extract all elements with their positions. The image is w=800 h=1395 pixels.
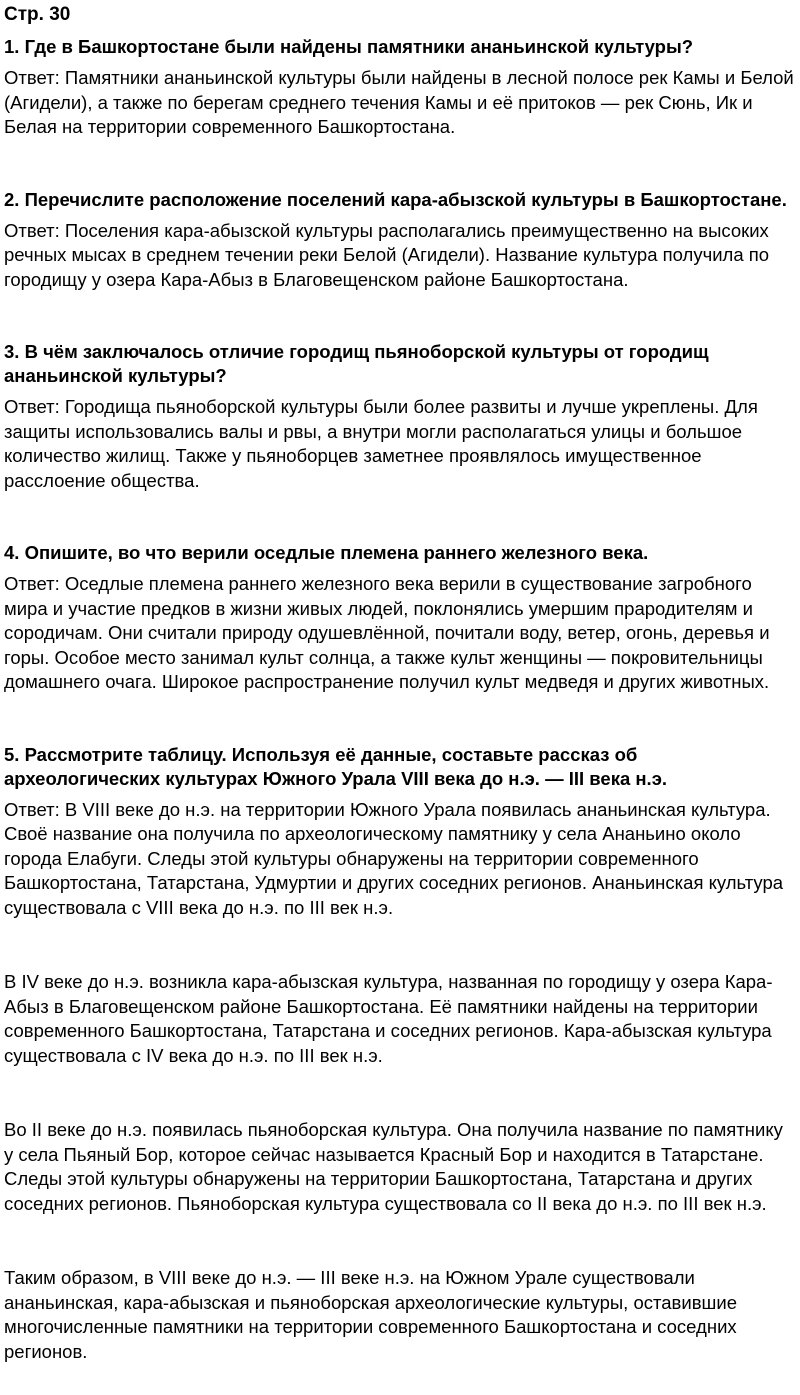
answer-text: Ответ: В VIII веке до н.э. на территории Южного Урала появилась ананьинская культура. Своё название она получила по археологическому памятнику у села Ананьино около города Елабуги. Следы этой культуры обнаружены на территории современного Башкортостана, Татарстана, Удмуртии и других соседних регионов. Ананьинская культура существовала с VIII века до н.э. по III век н.э. bbox=[4, 798, 784, 918]
answer-text: Ответ: Оседлые племена раннего железного века верили в существование загробного мира и участие предков в жизни живых людей, поклонялись умершим прародителям и сородичам. Они считали природу одушевлённой, почитали воду, ветер, огонь, деревья и горы. Особое место занимал культ солнца, а также культ женщины — покровительницы домашнего очага. Широкое распространение получил культ медведя и других животных. bbox=[4, 573, 770, 692]
spacer bbox=[4, 920, 796, 970]
question-block-5 bbox=[4, 743, 796, 921]
question-text: 3. В чём заключалось отличие городищ пьяноборской культуры от городищ ананьинской культуры? bbox=[4, 341, 709, 386]
page-number: Стр. 30 bbox=[4, 4, 71, 25]
answer-text: Ответ: Городища пьяноборской культуры были более развиты и лучше укреплены. Для защиты использовались валы и рвы, а внутри могли располагаться улицы и большое количество жилищ. Также у пьяноборцев заметнее проявлялось имущественное расслоение общества. bbox=[4, 396, 758, 491]
spacer bbox=[4, 1068, 796, 1118]
question-text: 5. Рассмотрите таблицу. Используя её данные, составьте рассказ об археологических культурах Южного Урала VIII века до н.э. — III века н.э. bbox=[4, 743, 668, 789]
answer-text: Ответ: Памятники ананьинской культуры были найдены в лесной полосе рек Камы и Белой (Агидели), а также по берегам среднего течения Камы и её притоков — рек Сюнь, Ик и Белая на территории современного Башкортостана. bbox=[4, 67, 794, 137]
spacer bbox=[4, 493, 796, 541]
document-page bbox=[4, 0, 796, 1364]
question-text: 1. Где в Башкортостане были найдены памятники ананьинской культуры? bbox=[4, 36, 694, 57]
question-text: 4. Опишите, во что верили оседлые племена раннего железного века. bbox=[4, 542, 649, 563]
question-block-2 bbox=[4, 188, 796, 293]
question-block-3 bbox=[4, 340, 796, 493]
question-block-4 bbox=[4, 541, 796, 695]
answer-paragraph-pyanobor: Во II веке до н.э. появилась пьяноборская культура. Она получила название по памятнику у села Пьяный Бор, которое сейчас называется Красный Бор и находится в Татарстане. Следы этой культуры обнаружены на территории Башкортостана, Татарстана и других соседних регионов. Пьяноборская культура существовала со II века до н.э. по III век н.э. bbox=[4, 1119, 783, 1214]
spacer bbox=[4, 695, 796, 743]
spacer bbox=[4, 1216, 796, 1266]
question-block-1 bbox=[4, 35, 796, 140]
answer-text: Ответ: Поселения кара-абызской культуры располагались преимущественно на высоких речных мысах в среднем течении реки Белой (Агидели). Название культура получила по городищу у озера Кара-Абыз в Благовещенском районе Башкортостана. bbox=[4, 219, 770, 290]
spacer bbox=[4, 292, 796, 340]
answer-paragraph-conclusion: Таким образом, в VIII веке до н.э. — III веке н.э. на Южном Урале существовали ананьинская, кара-абызская и пьяноборская археологические культуры, оставившие многочисленные памятники на территории современного Башкортостана и соседних регионов. bbox=[4, 1267, 737, 1362]
question-text: 2. Перечислите расположение поселений кара-абызской культуры в Башкортостане. bbox=[4, 188, 787, 210]
answer-paragraph-kara-abyz: В IV веке до н.э. возникла кара-абызская культура, названная по городищу у озера Кара-Абыз в Благовещенском районе Башкортостана. Её памятники найдены на территории современного Башкортостана, Татарстана и соседних регионов. Кара-абызская культура существовала с IV века до н.э. по III век н.э. bbox=[4, 971, 773, 1066]
spacer bbox=[4, 140, 796, 188]
